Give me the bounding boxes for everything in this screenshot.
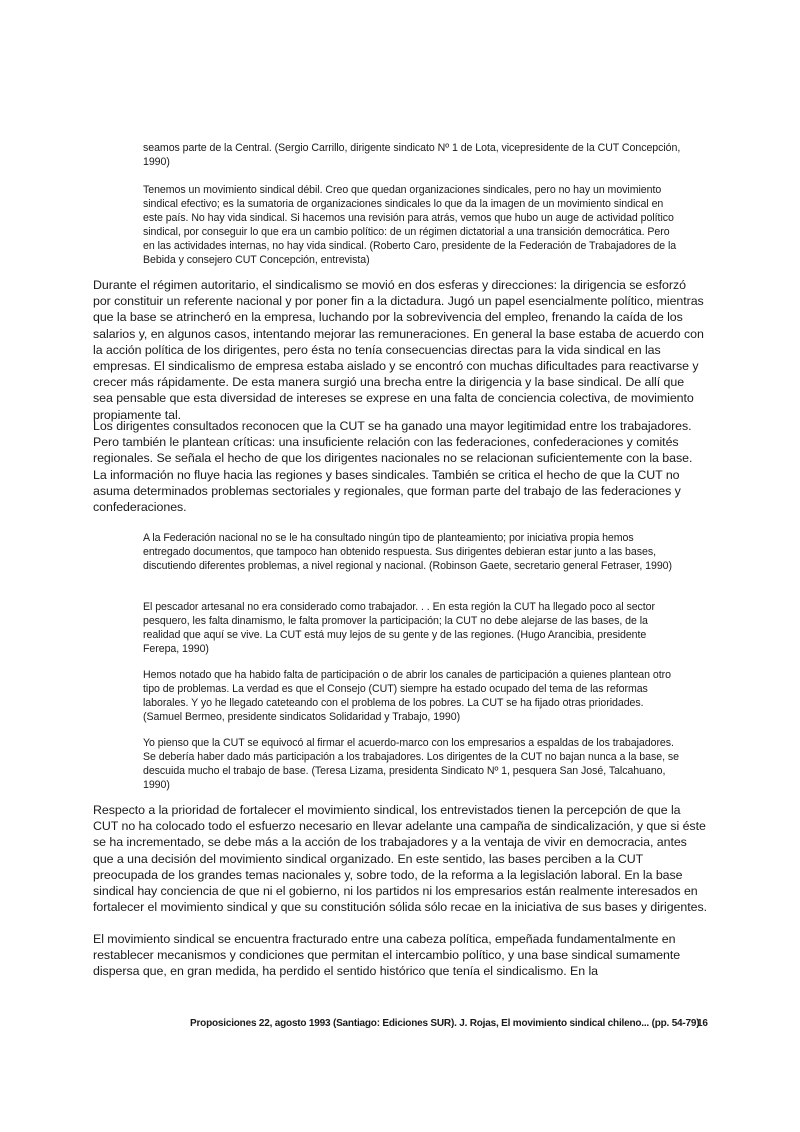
body-paragraph-fracturado: El movimiento sindical se encuentra fracturado entre una cabeza política, empeñada fundamentalmente en restablecer mecanismos y condiciones que permitan el intercambio político, y una base sindical sumamente dispersa que, en gran medida, ha perdido el sentido histórico que tenía el sindicalismo. En la — [93, 932, 681, 979]
block-quote-bermeo: Hemos notado que ha habido falta de participación o de abrir los canales de participación a quienes plantean otro tipo de problemas. La verdad es que el Consejo (CUT) siempre ha estado ocupado del tema de las reformas laborales. Y yo he llegado cateteando con el problema de los pobres. La CUT se ha fijado otras prioridades. (Samuel Bermeo, presidente sindicatos Solidaridad y Trabajo, 1990) — [143, 669, 671, 724]
page-footer — [190, 1018, 710, 1030]
block-quote-gaete: A la Federación nacional no se le ha consultado ningún tipo de planteamiento; por iniciativa propia hemos entregado documentos, que tampoco han obtenido respuesta. Sus dirigentes debieran estar junto a las bases, discutiendo diferentes problemas, a nivel regional y nacional. (Robinson Gaete, secretario general Fetraser, 1990) — [143, 532, 673, 573]
block-quote-carrillo: seamos parte de la Central. (Sergio Carrillo, dirigente sindicato Nº 1 de Lota, vicepresidente de la CUT Concepción, 1990) — [143, 142, 681, 169]
footer-citation: Proposiciones 22, agosto 1993 (Santiago: Ediciones SUR). J. Rojas, El movimiento sindical chileno... (pp. 54-79) — [190, 1018, 700, 1029]
block-quote-lizama: Yo pienso que la CUT se equivocó al firmar el acuerdo-marco con los empresarios a espaldas de los trabajadores. Se debería haber dado más participación a los trabajadores. Los dirigentes de la CUT no bajan nunca a la base, se descuida mucho el trabajo de base. (Teresa Lizama, presidenta Sindicato Nº 1, pesquera San José, Talcahuano, 1990) — [143, 737, 679, 792]
body-paragraph-dirigentes-consultados: Los dirigentes consultados reconocen que la CUT se ha ganado una mayor legitimidad entre los trabajadores. Pero también le plantean críticas: una insuficiente relación con las federaciones, confederaciones y comités regionales. Se señala el hecho de que los dirigentes nacionales no se relacionan suficientemente con la base. La información no fluye hacia las regiones y bases sindicales. También se critica el hecho de que la CUT no asuma determinados problemas sectoriales y regionales, que forman parte del trabajo de las federaciones y confederaciones. — [93, 419, 693, 515]
page-number: 16 — [697, 1018, 708, 1029]
block-quote-caro: Tenemos un movimiento sindical débil. Creo que quedan organizaciones sindicales, pero no hay un movimiento sindical efectivo; es la sumatoria de organizaciones sindicales lo que da la imagen de un movimiento sindical en este país. No hay vida sindical. Si hacemos una revisión para atrás, vemos que hubo un auge de actividad político sindical, por conseguir lo que era un cambio político: de un régimen dictatorial a una transición democrática. Pero en las actividades internas, no hay vida sindical. (Roberto Caro, presidente de la Federación de Trabajadores de la Bebida y consejero CUT Concepción, entrevista) — [143, 184, 677, 267]
body-paragraph-regimen-autoritario: Durante el régimen autoritario, el sindicalismo se movió en dos esferas y direcciones: la dirigencia se esforzó por constituir un referente nacional y por poner fin a la dictadura. Jugó un papel esencialmente político, mientras que la base se atrincheró en la empresa, luchando por la sobrevivencia del empleo, frenando la caída de los salarios y, en algunos casos, intentando mejorar las remuneraciones. En general la base estaba de acuerdo con la acción política de los dirigentes, pero ésta no tenía consecuencias directas para la vida sindical en las empresas. El sindicalismo de empresa estaba aislado y se encontró con muchas dificultades para reactivarse y crecer más rápidamente. De esta manera surgió una brecha entre la dirigencia y la base sindical. De allí que sea pensable que esta diversidad de intereses se exprese en una falta de conciencia colectiva, de movimiento propiamente tal. — [93, 278, 704, 422]
block-quote-arancibia: El pescador artesanal no era considerado como trabajador. . . En esta región la CUT ha llegado poco al sector pesquero, les falta dinamismo, le falta promover la participación; la CUT no debe alejarse de las bases, de la realidad que aquí se vive. La CUT está muy lejos de su gente y de las regiones. (Hugo Arancibia, presidente Ferepa, 1990) — [143, 601, 655, 656]
body-paragraph-prioridad: Respecto a la prioridad de fortalecer el movimiento sindical, los entrevistados tienen la percepción de que la CUT no ha colocado todo el esfuerzo necesario en llevar adelante una campaña de sindicalización, y que si éste se ha incrementado, se debe más a la acción de los trabajadores y a la ventaja de vivir en democracia, antes que a una decisión del movimiento sindical organizado. En este sentido, las bases perciben a la CUT preocupada de los grandes temas nacionales y, sobre todo, de la reforma a la legislación laboral. En la base sindical hay conciencia de que ni el gobierno, ni los partidos ni los empresarios están realmente interesados en fortalecer el movimiento sindical y que su constitución sólida sólo recae en la iniciativa de sus bases y dirigentes. — [93, 803, 708, 915]
